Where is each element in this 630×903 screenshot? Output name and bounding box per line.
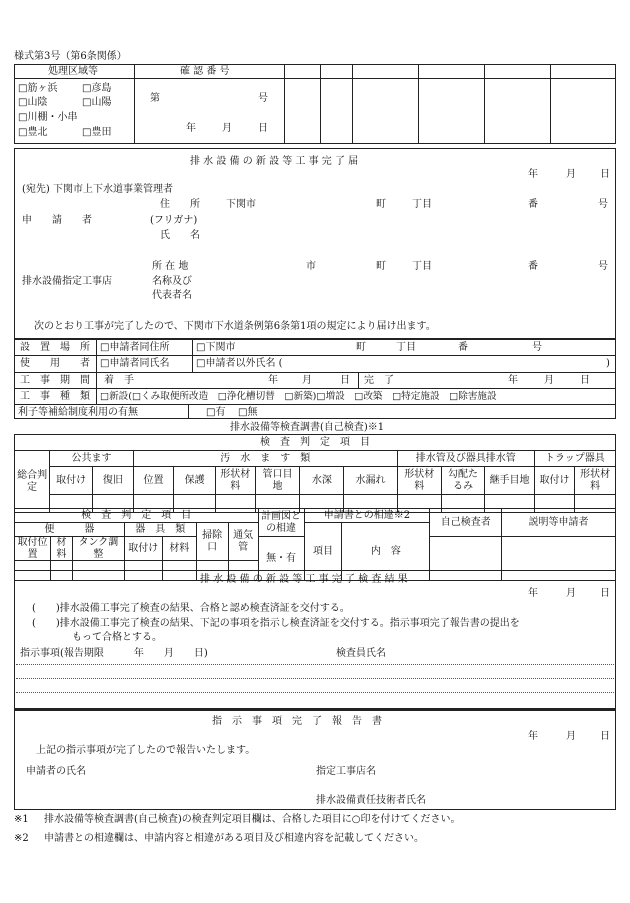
shi-label: 市 [306, 261, 316, 272]
year-label: 年 [268, 375, 278, 386]
engineer-name-label: 排水設備責任技術者氏名 [316, 795, 426, 806]
cho-label: 町 [376, 261, 386, 272]
plan-diff-value[interactable]: 無・有 [258, 537, 304, 581]
area-checkbox[interactable]: □豊北 [18, 127, 48, 138]
inspector-name-label: 検査員氏名 [336, 648, 386, 659]
day-label: 日 [580, 375, 590, 386]
col-header: 取付け [50, 467, 93, 495]
year-label: 年 [528, 169, 538, 180]
applicant-name-label: 申請者の氏名 [26, 766, 86, 777]
cho-label: 町 [376, 199, 386, 210]
result-line-2: ( )排水設備工事完了検査の結果、下記の事項を指示し検査済証を交付する。指示事項完了報告書の提出を [32, 618, 520, 629]
drain-pipe-group: 排水管及び器具排水管 [397, 451, 534, 467]
go-label: 号 [532, 342, 542, 353]
year-label: 年 [528, 731, 538, 742]
day-label: 日 [258, 123, 268, 134]
user-other-checkbox[interactable]: □申請者以外氏名 ( [196, 358, 283, 369]
go-label: 号 [258, 93, 268, 104]
col-header: 勾配たるみ [441, 467, 485, 495]
note-text: 排水設備等検査調書(自己検査)の検査判定項目欄は、合格した項目に○印を付けてください。 [44, 814, 461, 825]
col-header: 取付位置 [15, 537, 51, 561]
year-label: 年 [528, 588, 538, 599]
col-header: 水漏れ [344, 467, 397, 495]
location-label: 設 置 場 所 [20, 342, 90, 353]
year-label: 年 [186, 123, 196, 134]
statement: 次のとおり工事が完了したので、下関市下水道条例第6条第1項の規定により届け出ます。 [34, 321, 436, 332]
location-city-checkbox[interactable]: □下関市 [196, 342, 236, 353]
name-label: 氏 名 [160, 230, 200, 241]
inspection-table-1 [14, 434, 616, 513]
col-header: 形状材料 [397, 467, 441, 495]
notice-box [14, 148, 616, 339]
applicant-label: 申 請 者 [22, 215, 92, 226]
plan-diff-label: 計画図との相違 [258, 509, 304, 537]
subsidy-yes-checkbox[interactable]: □有 [206, 407, 226, 418]
instruction-label: 指示事項(報告期限 年 月 日) [20, 648, 208, 659]
result-title: 排 水 設 備 の 新 設 等 工 事 完 了 検 査 結 果 [200, 574, 408, 585]
location-same-checkbox[interactable]: □申請者同住所 [100, 342, 170, 353]
result-line-1: ( )排水設備工事完了検査の結果、合格と認め検査済証を交付する。 [32, 603, 350, 614]
confirm-number-label: 確 認 番 号 [180, 66, 230, 77]
cleanout-label: 掃除口 [196, 523, 228, 561]
note-text: 申請書との相違欄は、申請内容と相違がある項目及び相違内容を記載してください。 [44, 833, 424, 844]
contractor-name-label: 名称及び [152, 276, 192, 287]
col-header: 継手目地 [485, 467, 534, 495]
application-diff-label: 申請書との相違※2 [304, 509, 430, 523]
explainer-label: 説明等申請者 [502, 509, 616, 537]
month-label: 月 [566, 169, 576, 180]
area-checkbox[interactable]: □豊田 [82, 127, 112, 138]
location-label: 所 在 地 [152, 261, 189, 272]
area-label: 処理区域等 [48, 66, 98, 77]
col-header: 保護 [174, 467, 216, 495]
col-header: 材料 [162, 537, 196, 561]
subsidy-label: 利子等補給制度利用の有無 [18, 407, 138, 418]
area-checkbox[interactable]: □川棚・小串 [18, 112, 78, 123]
col-header: 復旧 [93, 467, 134, 495]
note-mark: ※2 [14, 833, 29, 844]
city-label: 下関市 [226, 199, 256, 210]
public-catch-basin: 公共ます [50, 451, 133, 467]
col-header: 管口目地 [255, 467, 300, 495]
toilet-label: 便 器 [15, 523, 125, 537]
col-header: 水深 [300, 467, 344, 495]
subsidy-no-checkbox[interactable]: □無 [238, 407, 258, 418]
overall-judgement: 総合判定 [15, 451, 50, 513]
representative-label: 代表者名 [152, 290, 192, 301]
diff-item-label: 項目 [304, 523, 342, 581]
chome-label: 丁目 [412, 199, 432, 210]
day-label: 日 [600, 731, 610, 742]
report-statement: 上記の指示事項が完了したので報告いたします。 [36, 745, 256, 756]
work-type-label: 工 事 種 類 [20, 391, 90, 402]
sewage-basin-group: 汚 水 ま す 類 [133, 451, 397, 467]
contractor-label: 排水設備指定工事店 [22, 276, 112, 287]
trap-fixture-group: トラップ器具 [534, 451, 615, 467]
paren-close: ) [606, 358, 610, 369]
month-label: 月 [566, 731, 576, 742]
month-label: 月 [302, 375, 312, 386]
area-checkbox[interactable]: □山陽 [82, 97, 112, 108]
year-label: 年 [508, 375, 518, 386]
cho-label: 町 [356, 342, 366, 353]
area-checkbox[interactable]: □山陰 [18, 97, 48, 108]
period-label: 工 事 期 間 [20, 375, 90, 386]
diff-content-label: 内 容 [342, 523, 430, 581]
user-label: 使 用 者 [20, 358, 90, 369]
inspection-subtitle: 検 査 判 定 項 目 [15, 435, 616, 451]
col-header: 取付け [124, 537, 162, 561]
addressee: (宛先) 下関市上下水道事業管理者 [22, 184, 173, 195]
month-label: 月 [222, 123, 232, 134]
col-header: 形状材料 [216, 467, 256, 495]
month-label: 月 [566, 588, 576, 599]
col-header: 位置 [133, 467, 174, 495]
area-checkbox[interactable]: □彦島 [82, 83, 112, 94]
self-inspector-label: 自己検査者 [430, 509, 502, 537]
start-label: 着 手 [104, 375, 134, 386]
address-label: 住 所 [160, 199, 200, 210]
work-type-options[interactable]: □新設(□くみ取便所改造 □浄化槽切替 □新築)□増設 □改築 □特定施設 □除害施設 [100, 391, 497, 402]
ban-label: 番 [528, 261, 538, 272]
report-title: 指 示 事 項 完 了 報 告 書 [212, 716, 382, 727]
ban-label: 番 [528, 199, 538, 210]
col-header: タンク調整 [72, 537, 124, 561]
user-same-checkbox[interactable]: □申請者同氏名 [100, 358, 170, 369]
furigana-label: (フリガナ) [150, 215, 198, 226]
chome-label: 丁目 [412, 261, 432, 272]
end-label: 完 了 [364, 375, 394, 386]
result-line-3: もって合格とする。 [72, 632, 162, 643]
fixtures-label: 器 具 類 [124, 523, 196, 537]
col-header: 取付け [534, 467, 575, 495]
inspection-title: 排水設備等検査調書(自己検査)※1 [230, 422, 385, 433]
inspection-subtitle-2: 検 査 判 定 項 目 [15, 509, 259, 523]
dai-label: 第 [150, 93, 160, 104]
area-checkbox[interactable]: □筋ヶ浜 [18, 83, 58, 94]
col-header: 形状材料 [575, 467, 616, 495]
notice-title: 排 水 設 備 の 新 設 等 工 事 完 了 届 [190, 156, 359, 167]
col-header: 材料 [50, 537, 72, 561]
day-label: 日 [600, 588, 610, 599]
store-name-label: 指定工事店名 [316, 766, 376, 777]
day-label: 日 [600, 169, 610, 180]
note-mark: ※1 [14, 814, 29, 825]
form-id: 様式第3号（第6条関係） [14, 51, 127, 62]
month-label: 月 [544, 375, 554, 386]
vent-label: 通気管 [228, 523, 258, 561]
go-label: 号 [598, 261, 608, 272]
ban-label: 番 [458, 342, 468, 353]
chome-label: 丁目 [396, 342, 416, 353]
day-label: 日 [340, 375, 350, 386]
go-label: 号 [598, 199, 608, 210]
